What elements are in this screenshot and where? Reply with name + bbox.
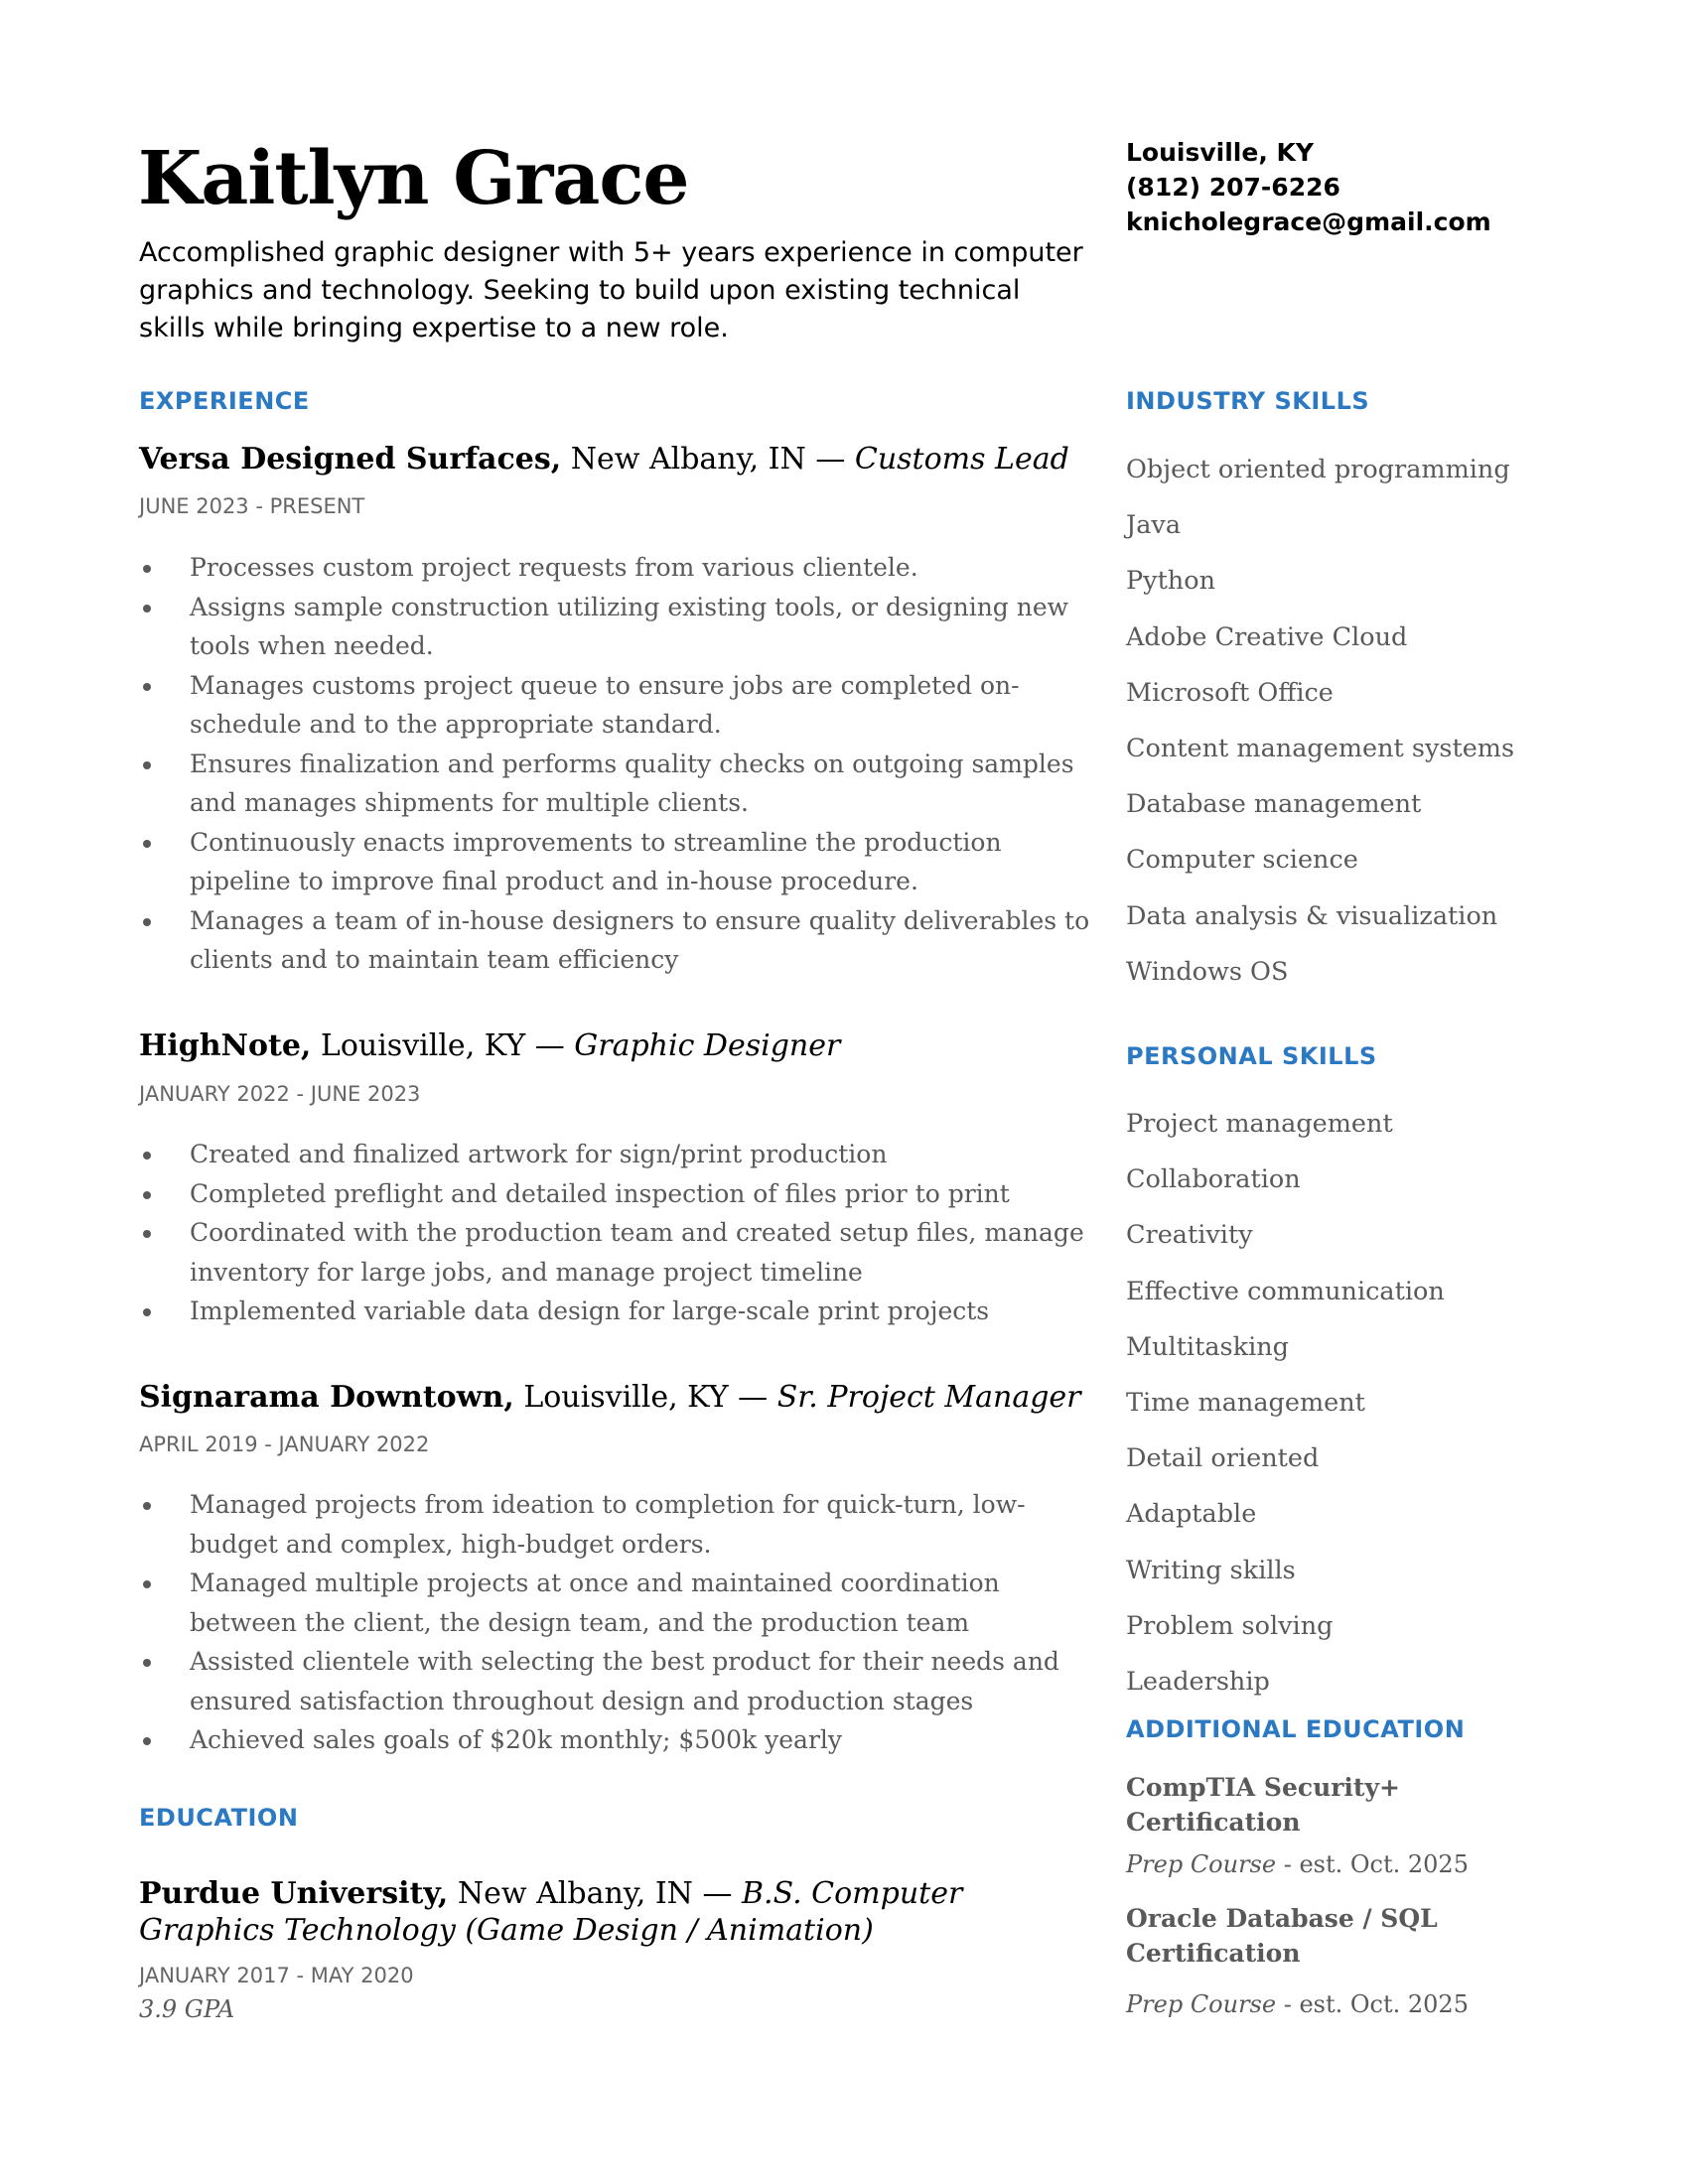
skill-item: Leadership [1126,1667,1270,1698]
education-location: New Albany, IN [457,1876,693,1911]
cert-name: CompTIA Security+ Certification [1126,1773,1400,1837]
job-bullet: Processes custom project requests from various clientele. [139,548,1092,588]
cert-separator: - [1276,1850,1300,1878]
job-bullet: Managed multiple projects at once and maintained coordination between the client, the design team, and the production team [139,1564,1092,1642]
skill-item: Microsoft Office [1126,677,1334,708]
job-bullet: Completed preflight and detailed inspection of files prior to print [139,1174,1092,1214]
personal-skills-list [1126,1096,1445,1709]
job-bullet: Achieved sales goals of $20k monthly; $500k yearly [139,1720,1092,1760]
job-bullet: Implemented variable data design for large-scale print projects [139,1292,1092,1331]
skill-item: Windows OS [1126,956,1289,987]
job-dash: — [815,442,846,477]
job-title: Sr. Project Manager [776,1380,1081,1415]
cert-est: est. Oct. 2025 [1299,1850,1469,1878]
job-bullet: Coordinated with the production team and created setup files, manage inventory for large jobs, and manage project timeline [139,1213,1092,1292]
job-location: Louisville, KY [523,1380,729,1415]
skill-item: Time management [1126,1388,1365,1419]
job-bullets [139,1135,1092,1331]
job-location: New Albany, IN [570,442,806,477]
job-bullet: Continuously enacts improvements to streamline the production pipeline to improve final product and in-house procedure. [139,823,1092,901]
cert-course: Prep Course [1126,1990,1277,2018]
contact-location: Louisville, KY [1126,138,1314,167]
cert-est: est. Oct. 2025 [1299,1990,1469,2018]
job-bullet: Manages a team of in-house designers to ensure quality deliverables to clients and to maintain team efficiency [139,901,1092,980]
skill-item: Project management [1126,1109,1393,1139]
skill-item: Writing skills [1126,1555,1296,1585]
job-bullet: Manages customs project queue to ensure jobs are completed on-schedule and to the appropriate standard. [139,666,1092,745]
skill-item: Collaboration [1126,1164,1301,1195]
job-title: Customs Lead [854,442,1069,477]
job-bullet: Created and finalized artwork for sign/print production [139,1135,1092,1174]
job-header [139,1379,1081,1417]
summary-paragraph: Accomplished graphic designer with 5+ years experience in computer graphics and technology. Seeking to build upon existing technical skills while bringing expertise to a new role. [139,237,1083,343]
skill-item: Python [1126,566,1216,597]
skill-item: Creativity [1126,1220,1253,1251]
education-dates: JANUARY 2017 - MAY 2020 [139,1964,414,1987]
education-degree: B.S. Computer Graphics Technology (Game Design / Animation) [139,1876,963,1948]
education-dash: — [702,1876,733,1911]
job-company: Versa Designed Surfaces, [139,442,562,477]
skill-item: Multitasking [1126,1331,1289,1362]
job-header [139,1027,840,1065]
job-dates: JUNE 2023 - PRESENT [139,494,365,518]
job-bullet: Assisted clientele with selecting the best product for their needs and ensured satisfaction throughout design and production stages [139,1642,1092,1720]
additional-education-heading: ADDITIONAL EDUCATION [1126,1715,1466,1743]
education-gpa: 3.9 GPA [139,1995,235,2023]
education-header [139,1875,1092,1949]
contact-block [1126,135,1491,239]
job-bullets [139,1485,1092,1760]
skill-item: Database management [1126,789,1422,820]
skill-item: Adaptable [1126,1499,1257,1530]
job-bullets [139,548,1092,980]
skill-item: Problem solving [1126,1610,1334,1641]
cert-separator: - [1276,1990,1300,2018]
cert-course: Prep Course [1126,1850,1277,1878]
candidate-name: Kaitlyn Grace [138,136,689,221]
cert-name: Oracle Database / SQL Certification [1126,1904,1438,1968]
cert-meta [1126,1850,1469,1878]
skill-item: Computer science [1126,845,1358,876]
job-dates: JANUARY 2022 - JUNE 2023 [139,1082,421,1106]
industry-skills-list [1126,442,1514,1000]
contact-phone: (812) 207-6226 [1126,173,1340,202]
skill-item: Object oriented programming [1126,455,1510,484]
job-company: HighNote, [139,1028,312,1063]
skill-item: Java [1126,510,1182,541]
job-bullet: Managed projects from ideation to completion for quick-turn, low-budget and complex, high-budget orders. [139,1485,1092,1564]
job-dates: APRIL 2019 - JANUARY 2022 [139,1433,430,1456]
job-bullet: Assigns sample construction utilizing existing tools, or designing new tools when needed. [139,588,1092,666]
job-dash: — [738,1380,769,1415]
skill-item: Data analysis & visualization [1126,900,1498,931]
skill-item: Effective communication [1126,1276,1445,1306]
industry-skills-heading: INDUSTRY SKILLS [1126,387,1370,415]
education-school: Purdue University, [139,1876,449,1911]
skill-item: Detail oriented [1126,1443,1320,1474]
experience-heading: EXPERIENCE [139,387,310,415]
job-title: Graphic Designer [574,1028,841,1063]
skill-item: Adobe Creative Cloud [1126,621,1408,652]
job-location: Louisville, KY [320,1028,526,1063]
education-heading: EDUCATION [139,1804,299,1832]
job-company: Signarama Downtown, [139,1380,514,1415]
contact-email[interactable]: knicholegrace@gmail.com [1126,207,1491,236]
job-bullet: Ensures finalization and performs quality checks on outgoing samples and manages shipments for multiple clients. [139,745,1092,823]
job-header [139,441,1069,478]
skill-item: Content management systems [1126,734,1515,764]
cert-meta [1126,1990,1469,2018]
job-dash: — [534,1028,565,1063]
personal-skills-heading: PERSONAL SKILLS [1126,1042,1377,1070]
